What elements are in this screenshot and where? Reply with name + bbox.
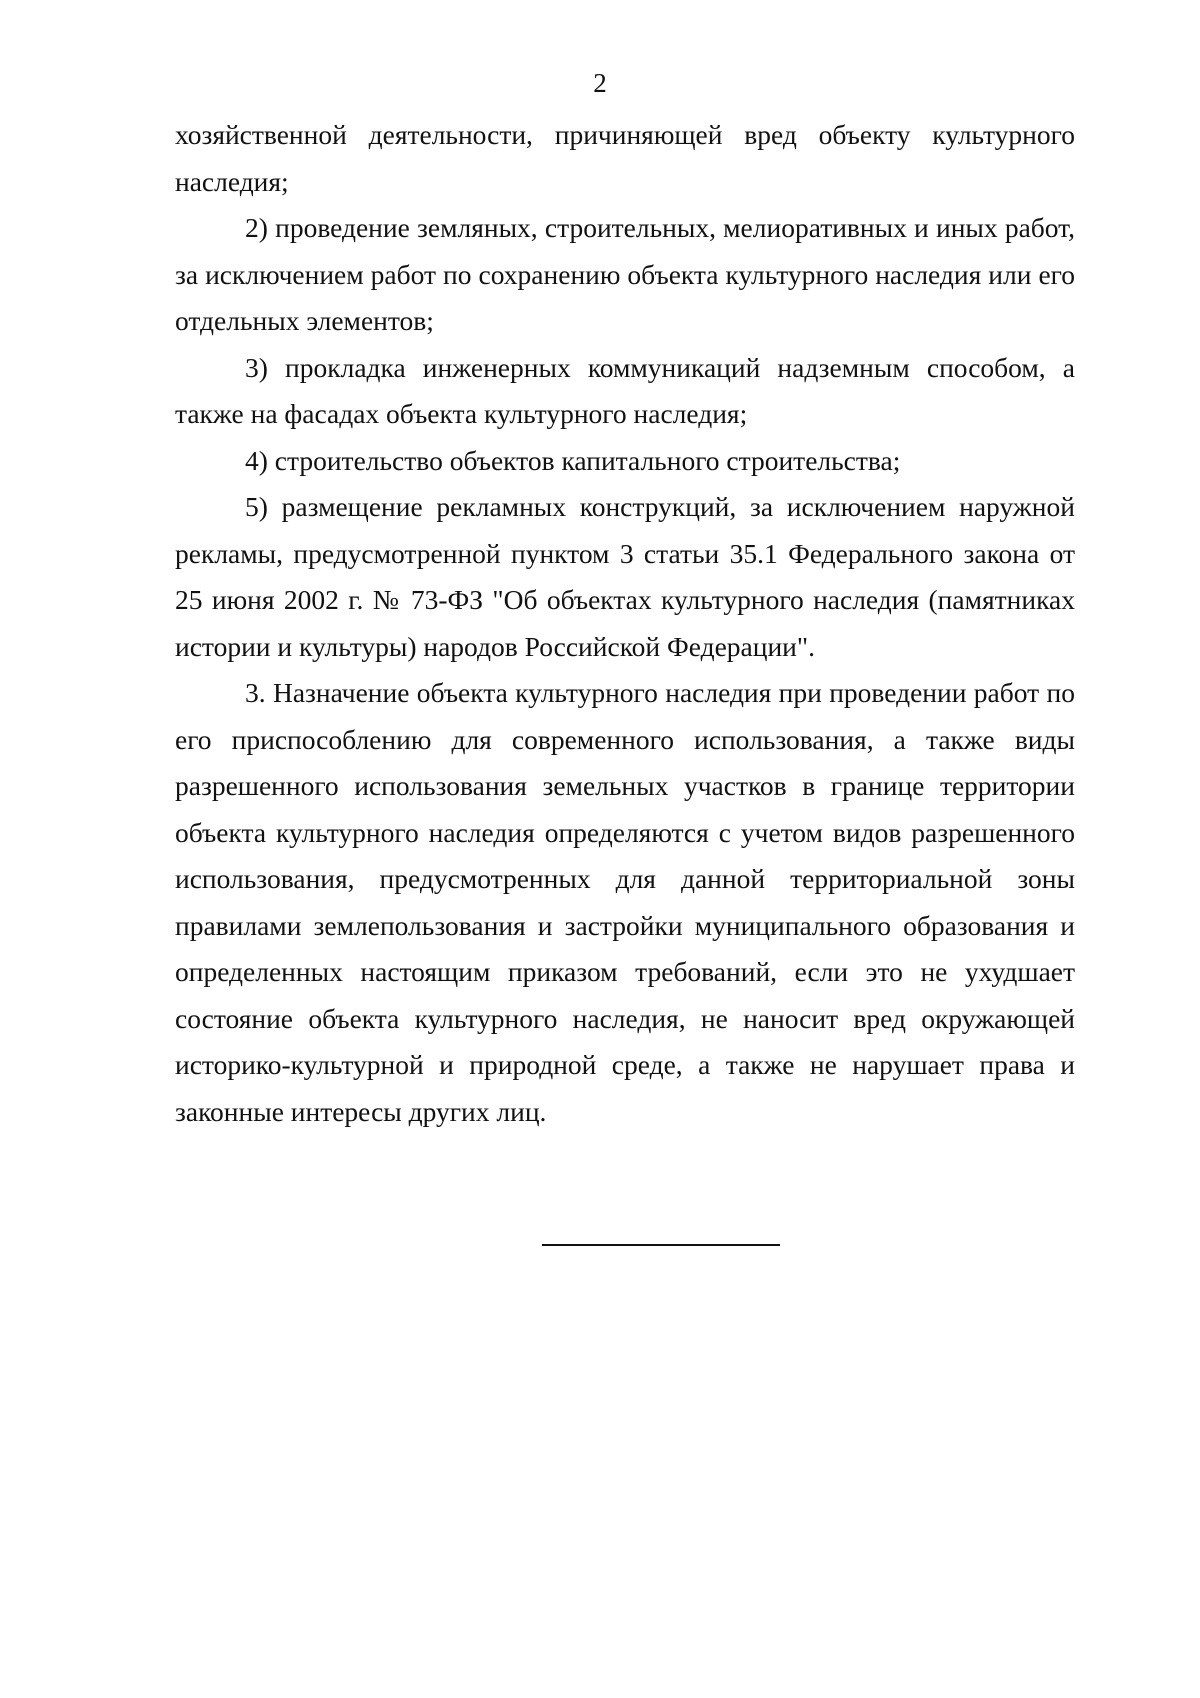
paragraph-item-4: 4) строительство объектов капитального строительства; [245,444,901,476]
paragraph-item-3: 3) прокладка инженерных коммуникаций надземным способом, а также на фасадах объекта культурного наследия; [175,351,1075,429]
document-body [175,112,1075,1135]
page-number: 2 [593,68,607,98]
paragraph-item-5: 5) размещение рекламных конструкций, за исключением наружной рекламы, предусмотренной пунктом 3 статьи 35.1 Федерального закона от 25 июня 2002 г. № 73-ФЗ "Об объектах культурного наследия (памятниках истории и культуры) народов Российской Федерации". [175,491,1075,662]
paragraph-item-2: 2) проведение земляных, строительных, мелиоративных и иных работ, за исключением работ по сохранению объекта культурного наследия или его отдельных элементов; [175,212,1075,336]
end-of-text-rule [542,1244,780,1246]
paragraph-continuation: хозяйственной деятельности, причиняющей вред объекту культурного наследия; [175,119,1075,197]
paragraph-section-3: 3. Назначение объекта культурного наследия при проведении работ по его приспособлению для современного использования, а также виды разрешенного использования земельных участков в границе территории объекта культурного наследия определяются с учетом видов разрешенного использования, предусмотренных для данной территориальной зоны правилами землепользования и застройки муниципального образования и определенных настоящим приказом требований, если это не ухудшает состояние объекта культурного наследия, не наносит вред окружающей историко-культурной и природной среде, а также не нарушает права и законные интересы других лиц. [175,677,1075,1127]
